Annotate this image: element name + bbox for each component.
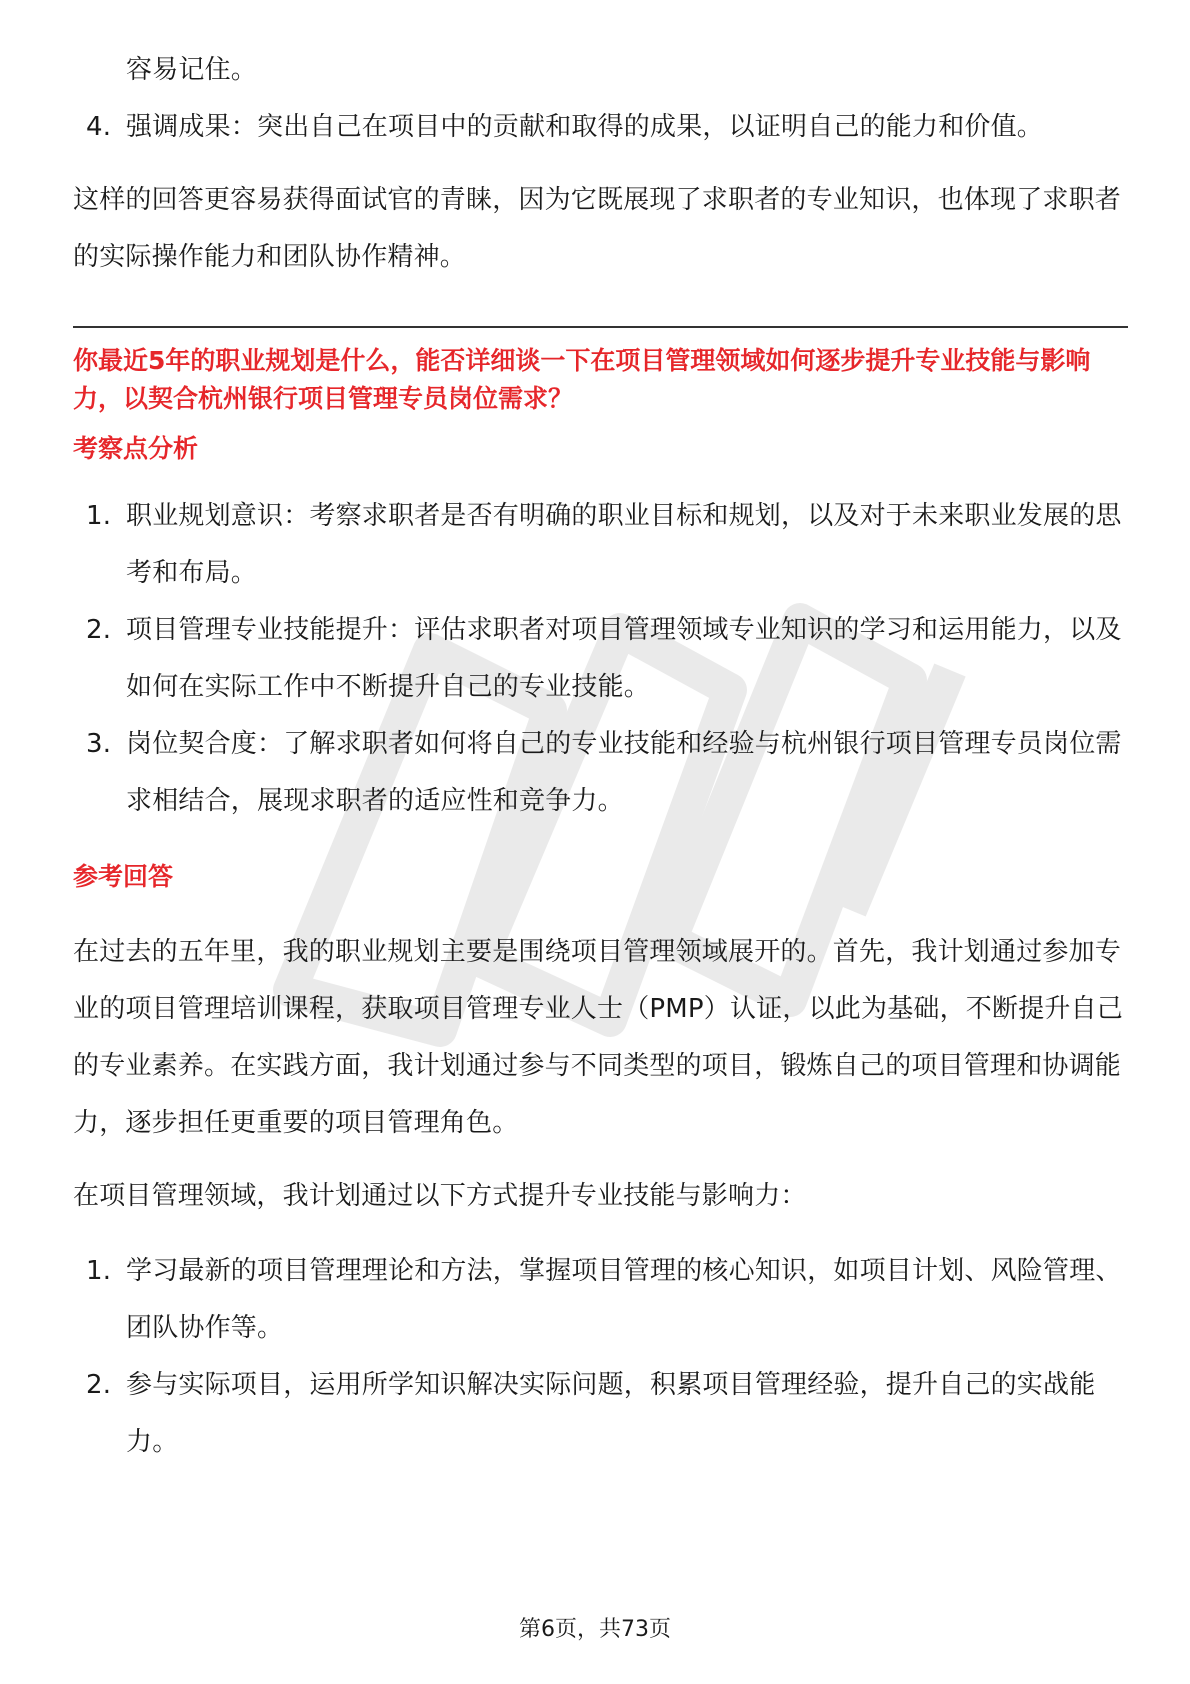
- question-title: 你最近5年的职业规划是什么，能否详细谈一下在项目管理领域如何逐步提升专业技能与影响力，以契合杭州银行项目管理专员岗位需求？: [73, 346, 1091, 413]
- answer-paragraph: 在项目管理领域，我计划通过以下方式提升专业技能与影响力：: [73, 1181, 807, 1211]
- list-item: [73, 1357, 1128, 1471]
- list-number: 2.: [86, 1370, 112, 1400]
- section-divider: [73, 326, 1128, 328]
- list-item: [73, 602, 1128, 716]
- analysis-heading: 考察点分析: [73, 434, 199, 463]
- page-footer: 第6页，共73页: [519, 1617, 671, 1642]
- list-number: 2.: [86, 615, 112, 645]
- list-item: [73, 1243, 1128, 1357]
- list-item-text: 学习最新的项目管理理论和方法，掌握项目管理的核心知识，如项目计划、风险管理、团队协作等。: [126, 1256, 1122, 1343]
- document-page: [73, 48, 1128, 1471]
- list-item: [73, 99, 1128, 156]
- list-item-text: 项目管理专业技能提升：评估求职者对项目管理领域专业知识的学习和运用能力，以及如何在实际工作中不断提升自己的专业技能。: [126, 615, 1122, 702]
- list-item-text: 岗位契合度：了解求职者如何将自己的专业技能和经验与杭州银行项目管理专员岗位需求相结合，展现求职者的适应性和竞争力。: [126, 729, 1122, 816]
- list-number: 4.: [86, 112, 112, 142]
- intro-list: [73, 42, 1128, 156]
- answer-heading: 参考回答: [73, 862, 174, 891]
- list-item-text: 参与实际项目，运用所学知识解决实际问题，积累项目管理经验，提升自己的实战能力。: [126, 1370, 1096, 1457]
- list-item-text: 职业规划意识：考察求职者是否有明确的职业目标和规划，以及对于未来职业发展的思考和布局。: [126, 501, 1122, 588]
- list-item: [73, 42, 1128, 99]
- list-item-text: 强调成果：突出自己在项目中的贡献和取得的成果，以证明自己的能力和价值。: [126, 112, 1044, 142]
- list-item: [73, 488, 1128, 602]
- analysis-list: [73, 488, 1128, 830]
- list-item-text: 容易记住。: [126, 55, 258, 85]
- list-number: 1.: [86, 501, 112, 531]
- answer-list: [73, 1243, 1128, 1471]
- list-number: 1.: [86, 1256, 112, 1286]
- list-item: [73, 716, 1128, 830]
- answer-paragraph: 在过去的五年里，我的职业规划主要是围绕项目管理领域展开的。首先，我计划通过参加专业的项目管理培训课程，获取项目管理专业人士（PMP）认证，以此为基础，不断提升自己的专业素养。在实践方面，我计划通过参与不同类型的项目，锻炼自己的项目管理和协调能力，逐步担任更重要的项目管理角色。: [73, 937, 1123, 1138]
- intro-paragraph: 这样的回答更容易获得面试官的青睐，因为它既展现了求职者的专业知识，也体现了求职者的实际操作能力和团队协作精神。: [73, 185, 1122, 272]
- list-number: 3.: [86, 729, 112, 759]
